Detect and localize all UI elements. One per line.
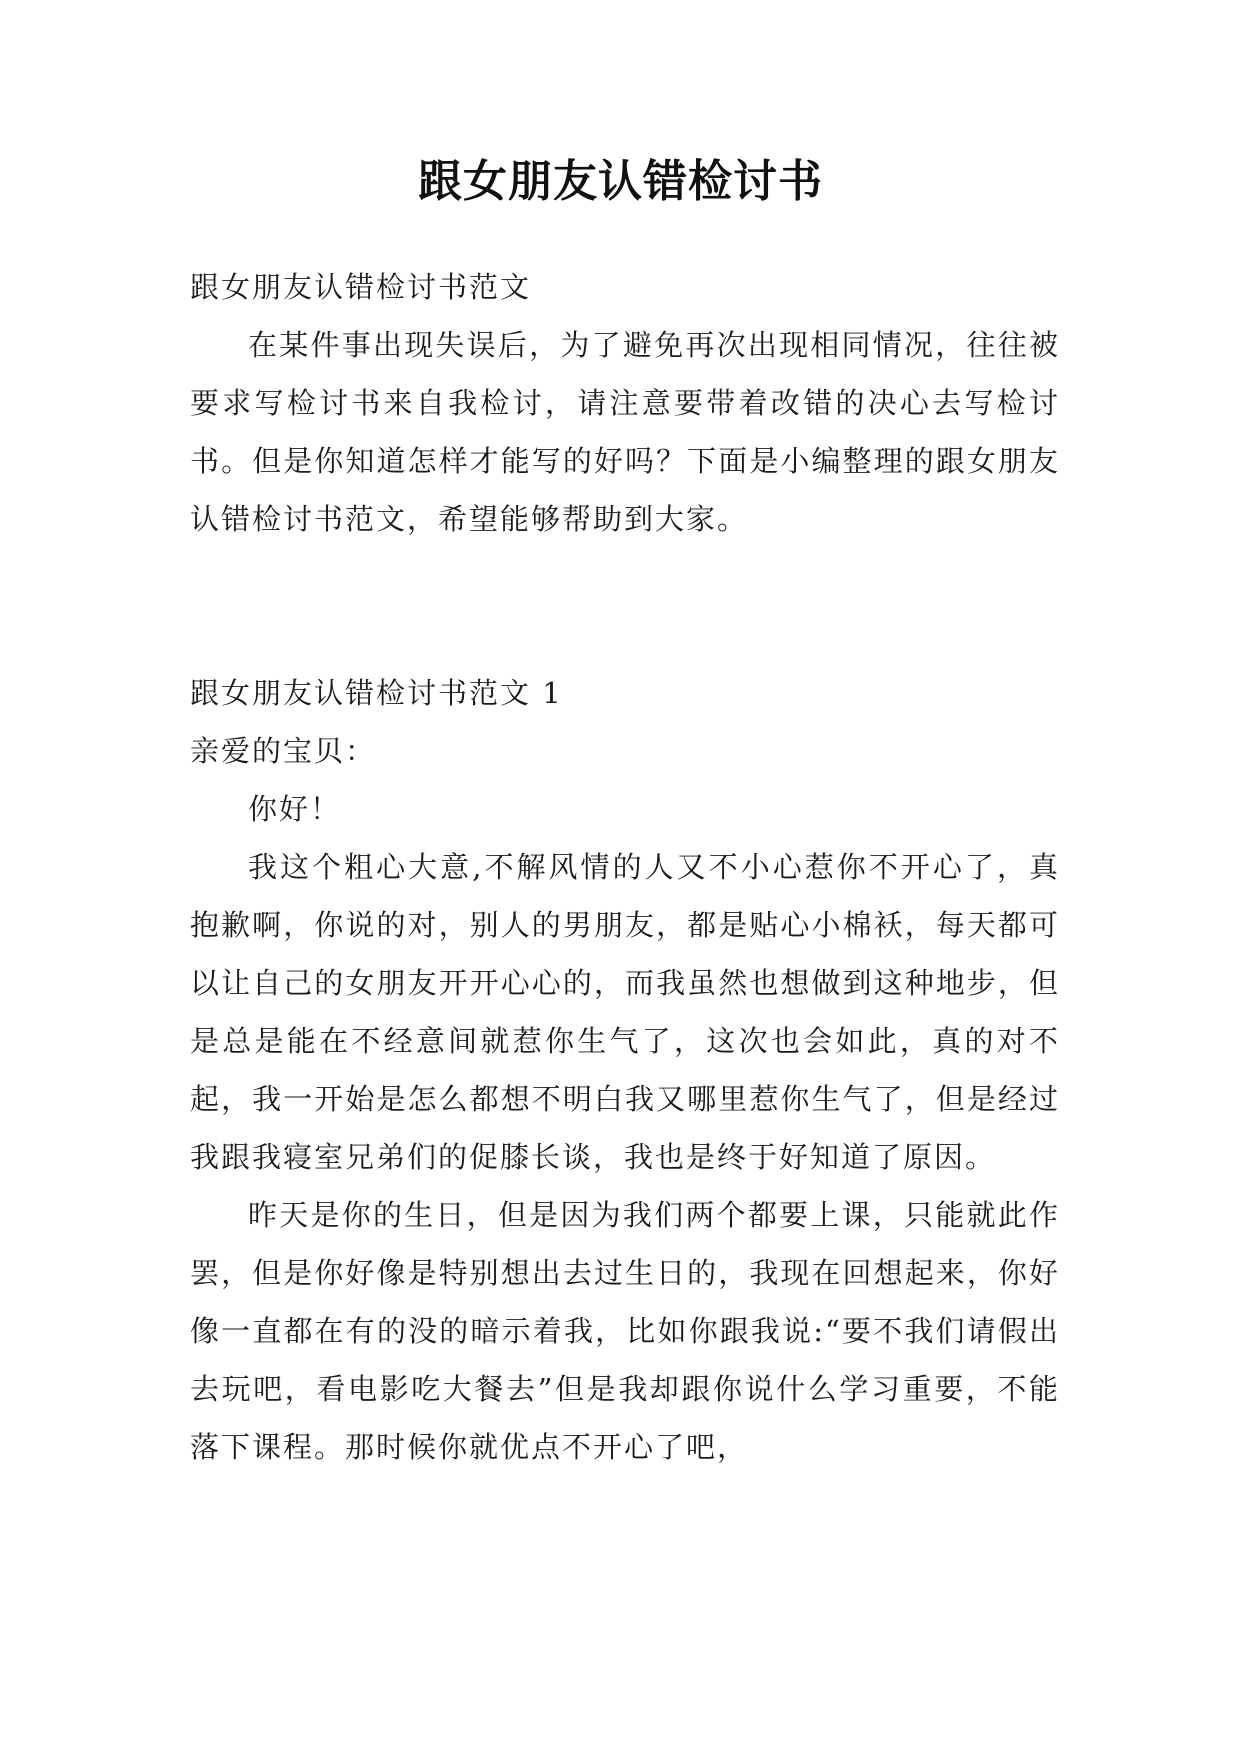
- intro-heading: 跟女朋友认错检讨书范文: [190, 270, 532, 304]
- intro-paragraph: 在某件事出现失误后，为了避免再次出现相同情况，往往被要求写检讨书来自我检讨，请注意要带着改错的决心去写检讨书。但是你知道怎样才能写的好吗？下面是小编整理的跟女朋友认错检讨书范文，希望能够帮助到大家。: [190, 328, 1060, 536]
- body-paragraph: 昨天是你的生日，但是因为我们两个都要上课，只能就此作罢，但是你好像是特别想出去过生日的，我现在回想起来，你好像一直都在有的没的暗示着我，比如你跟我说:“要不我们请假出去玩吧，看电影吃大餐去”但是我却跟你说什么学习重要，不能落下课程。那时候你就优点不开心了吧，: [190, 1198, 1060, 1464]
- greeting: 你好！: [248, 792, 342, 826]
- document-body: [190, 258, 1060, 1476]
- section-spacer: [190, 548, 1060, 664]
- sample-heading: 跟女朋友认错检讨书范文 1: [190, 676, 563, 710]
- salutation: 亲爱的宝贝：: [190, 734, 377, 768]
- body-paragraph: 我这个粗心大意,不解风情的人又不小心惹你不开心了，真抱歉啊，你说的对，别人的男朋友，都是贴心小棉袄，每天都可以让自己的女朋友开开心心的，而我虽然也想做到这种地步，但是总是能在不经意间就惹你生气了，这次也会如此，真的对不起，我一开始是怎么都想不明白我又哪里惹你生气了，但是经过我跟我寝室兄弟们的促膝长谈，我也是终于好知道了原因。: [190, 850, 1060, 1174]
- document-title: 跟女朋友认错检讨书: [418, 156, 823, 207]
